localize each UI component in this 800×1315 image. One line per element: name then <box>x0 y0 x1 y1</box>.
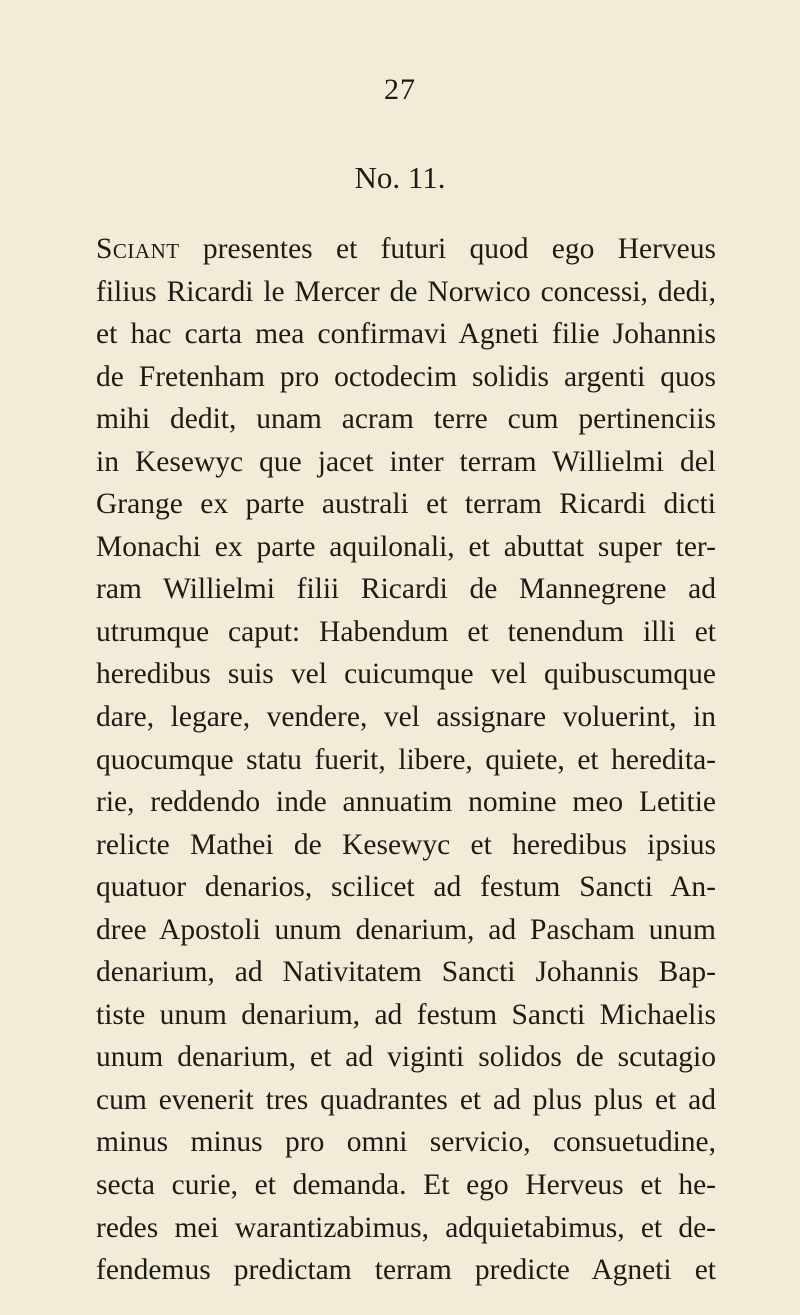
charter-line: Monachi ex parte aquilonali, et abuttat super ter- <box>96 530 716 563</box>
charter-line: relicte Mathei de Kesewyc et heredibus ipsius <box>96 828 716 861</box>
charter-line: filius Ricardi le Mercer de Norwico concessi, dedi, <box>96 275 716 308</box>
charter-line: quatuor denarios, scilicet ad festum Sancti An- <box>96 871 716 904</box>
charter-line: fendemus predictam terram predicte Agneti et <box>96 1254 716 1287</box>
charter-line-text: presentes et futuri quod ego Herveus <box>179 233 716 265</box>
charter-opening-word: Sciant <box>96 233 180 265</box>
charter-line: ram Willielmi filii Ricardi de Mannegrene ad <box>96 573 716 606</box>
charter-line: tiste unum denarium, ad festum Sancti Michaelis <box>96 998 716 1031</box>
charter-line: denarium, ad Nativitatem Sancti Johannis Bap- <box>96 956 716 989</box>
charter-line: rie, reddendo inde annuatim nomine meo Letitie <box>96 786 716 819</box>
charter-line <box>96 228 716 271</box>
charter-line: redes mei warantizabimus, adquietabimus, et de- <box>96 1211 716 1244</box>
charter-line: minus minus pro omni servicio, consuetudine, <box>96 1126 716 1159</box>
charter-line: et hac carta mea confirmavi Agneti filie Johannis <box>96 318 716 351</box>
charter-line: dare, legare, vendere, vel assignare voluerint, in <box>96 701 716 734</box>
charter-line: unum denarium, et ad viginti solidos de scutagio <box>96 1041 716 1074</box>
charter-line: secta curie, et demanda. Et ego Herveus et he- <box>96 1169 716 1202</box>
charter-line: dree Apostoli unum denarium, ad Pascham unum <box>96 913 716 946</box>
charter-line: in Kesewyc que jacet inter terram Willielmi del <box>96 445 716 478</box>
charter-line: mihi dedit, unam acram terre cum pertinenciis <box>96 403 716 436</box>
charter-line: heredibus suis vel cuicumque vel quibuscumque <box>96 658 716 691</box>
charter-line: utrumque caput: Habendum et tenendum illi et <box>96 615 716 648</box>
charter-title: No. 11. <box>354 160 446 195</box>
charter-line: cum evenerit tres quadrantes et ad plus plus et ad <box>96 1083 716 1116</box>
page-number: 27 <box>384 73 416 106</box>
charter-line: quocumque statu fuerit, libere, quiete, et heredita- <box>96 743 716 776</box>
charter-body <box>96 228 716 1292</box>
charter-line: de Fretenham pro octodecim solidis argenti quos <box>96 360 716 393</box>
charter-line: Grange ex parte australi et terram Ricardi dicti <box>96 488 716 521</box>
